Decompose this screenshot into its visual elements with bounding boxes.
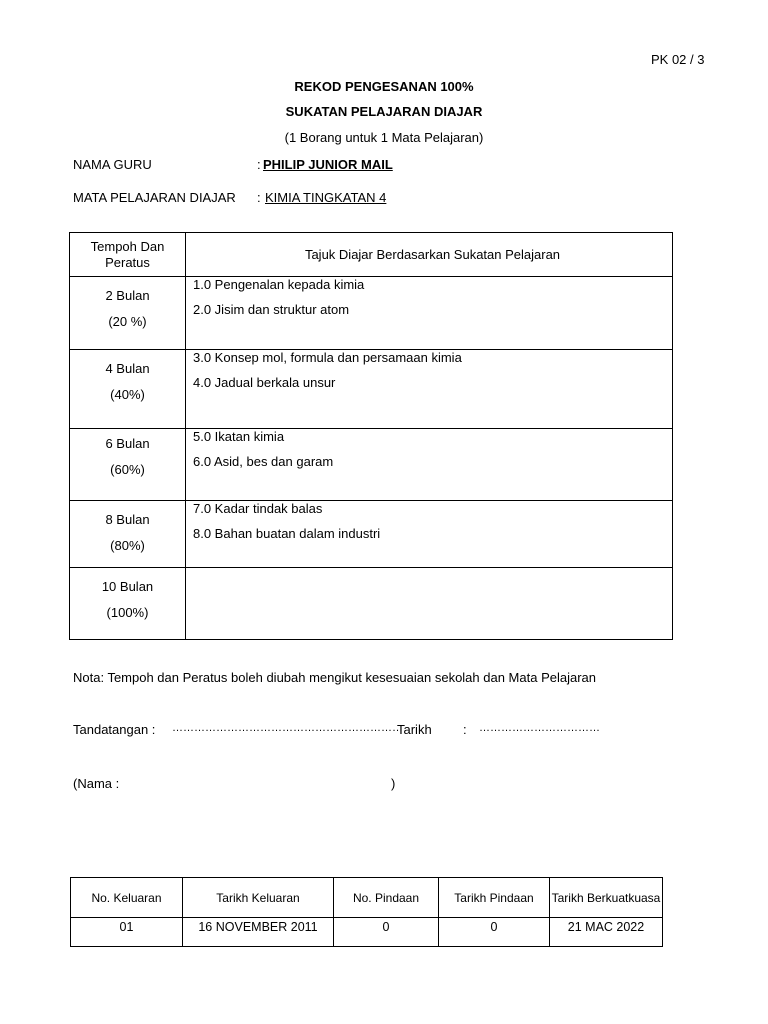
document-subtitle-bold: SUKATAN PELAJARAN DIAJAR [285, 104, 483, 119]
header-period: Tempoh Dan Peratus [70, 233, 186, 277]
period-name: 8 Bulan [105, 512, 150, 527]
header-topics: Tajuk Diajar Berdasarkan Sukatan Pelajaran [186, 233, 673, 277]
teacher-label: NAMA GURU [73, 157, 152, 172]
period-cell [70, 429, 186, 501]
name-line-close: ) [391, 776, 396, 791]
table-row [70, 350, 673, 429]
name-line-open: (Nama : [73, 776, 120, 791]
date-line: …………………………… [479, 722, 600, 734]
subject-label: MATA PELAJARAN DIAJAR [73, 190, 236, 205]
topic-item: 4.0 Jadual berkala unsur [193, 375, 336, 390]
signature-label: Tandatangan : [73, 722, 156, 737]
issue-no-value: 01 [71, 918, 183, 947]
header-amendment-date: Tarikh Pindaan [439, 878, 550, 918]
header-amendment-no: No. Pindaan [334, 878, 439, 918]
revision-header-row [71, 878, 663, 918]
date-separator: : [463, 722, 467, 737]
topics-cell [186, 429, 673, 501]
amendment-no-value: 0 [334, 918, 439, 947]
topics-cell [186, 501, 673, 568]
table-row [70, 277, 673, 350]
teacher-separator: : [257, 157, 261, 172]
effective-date-value: 21 MAC 2022 [550, 918, 663, 947]
topic-item: 8.0 Bahan buatan dalam industri [193, 526, 381, 541]
period-name: 2 Bulan [105, 288, 150, 303]
period-name: 4 Bulan [105, 361, 150, 376]
period-name: 6 Bulan [105, 436, 150, 451]
period-cell [70, 568, 186, 640]
form-code: PK 02 / 3 [651, 52, 705, 67]
syllabus-table [69, 232, 673, 640]
topic-item: 1.0 Pengenalan kepada kimia [193, 277, 365, 292]
note-text: Nota: Tempoh dan Peratus boleh diubah mengikut kesesuaian sekolah dan Mata Pelajaran [73, 670, 596, 685]
table-header-row [70, 233, 673, 277]
period-name: 10 Bulan [101, 579, 154, 594]
signature-line: ……………………………………………………… [172, 722, 403, 734]
topics-cell [186, 277, 673, 350]
period-percent: (80%) [110, 538, 145, 553]
topic-item: 3.0 Konsep mol, formula dan persamaan kimia [193, 350, 462, 365]
revision-value-row [71, 918, 663, 947]
header-issue-no: No. Keluaran [71, 878, 183, 918]
period-percent: (100%) [106, 605, 149, 620]
form-instruction: (1 Borang untuk 1 Mata Pelajaran) [284, 130, 484, 145]
table-row [70, 429, 673, 501]
period-percent: (60%) [110, 462, 145, 477]
subject-name: KIMIA TINGKATAN 4 [265, 190, 387, 205]
topic-item: 6.0 Asid, bes dan garam [193, 454, 334, 469]
teacher-name: PHILIP JUNIOR MAIL [263, 157, 393, 172]
header-effective-date: Tarikh Berkuatkuasa [550, 878, 663, 918]
period-cell [70, 350, 186, 429]
period-percent: (40%) [110, 387, 145, 402]
date-label: Tarikh [397, 722, 432, 737]
amendment-date-value: 0 [439, 918, 550, 947]
table-row [70, 501, 673, 568]
period-percent: (20 %) [108, 314, 147, 329]
period-cell [70, 501, 186, 568]
topic-item: 5.0 Ikatan kimia [193, 429, 285, 444]
document-title: REKOD PENGESANAN 100% [294, 79, 474, 94]
revision-table [70, 877, 663, 947]
subject-separator: : [257, 190, 261, 205]
period-cell [70, 277, 186, 350]
topic-item: 7.0 Kadar tindak balas [193, 501, 323, 516]
table-row [70, 568, 673, 640]
topic-item: 2.0 Jisim dan struktur atom [193, 302, 350, 317]
topics-cell [186, 568, 673, 640]
issue-date-value: 16 NOVEMBER 2011 [183, 918, 334, 947]
topics-cell [186, 350, 673, 429]
header-issue-date: Tarikh Keluaran [183, 878, 334, 918]
